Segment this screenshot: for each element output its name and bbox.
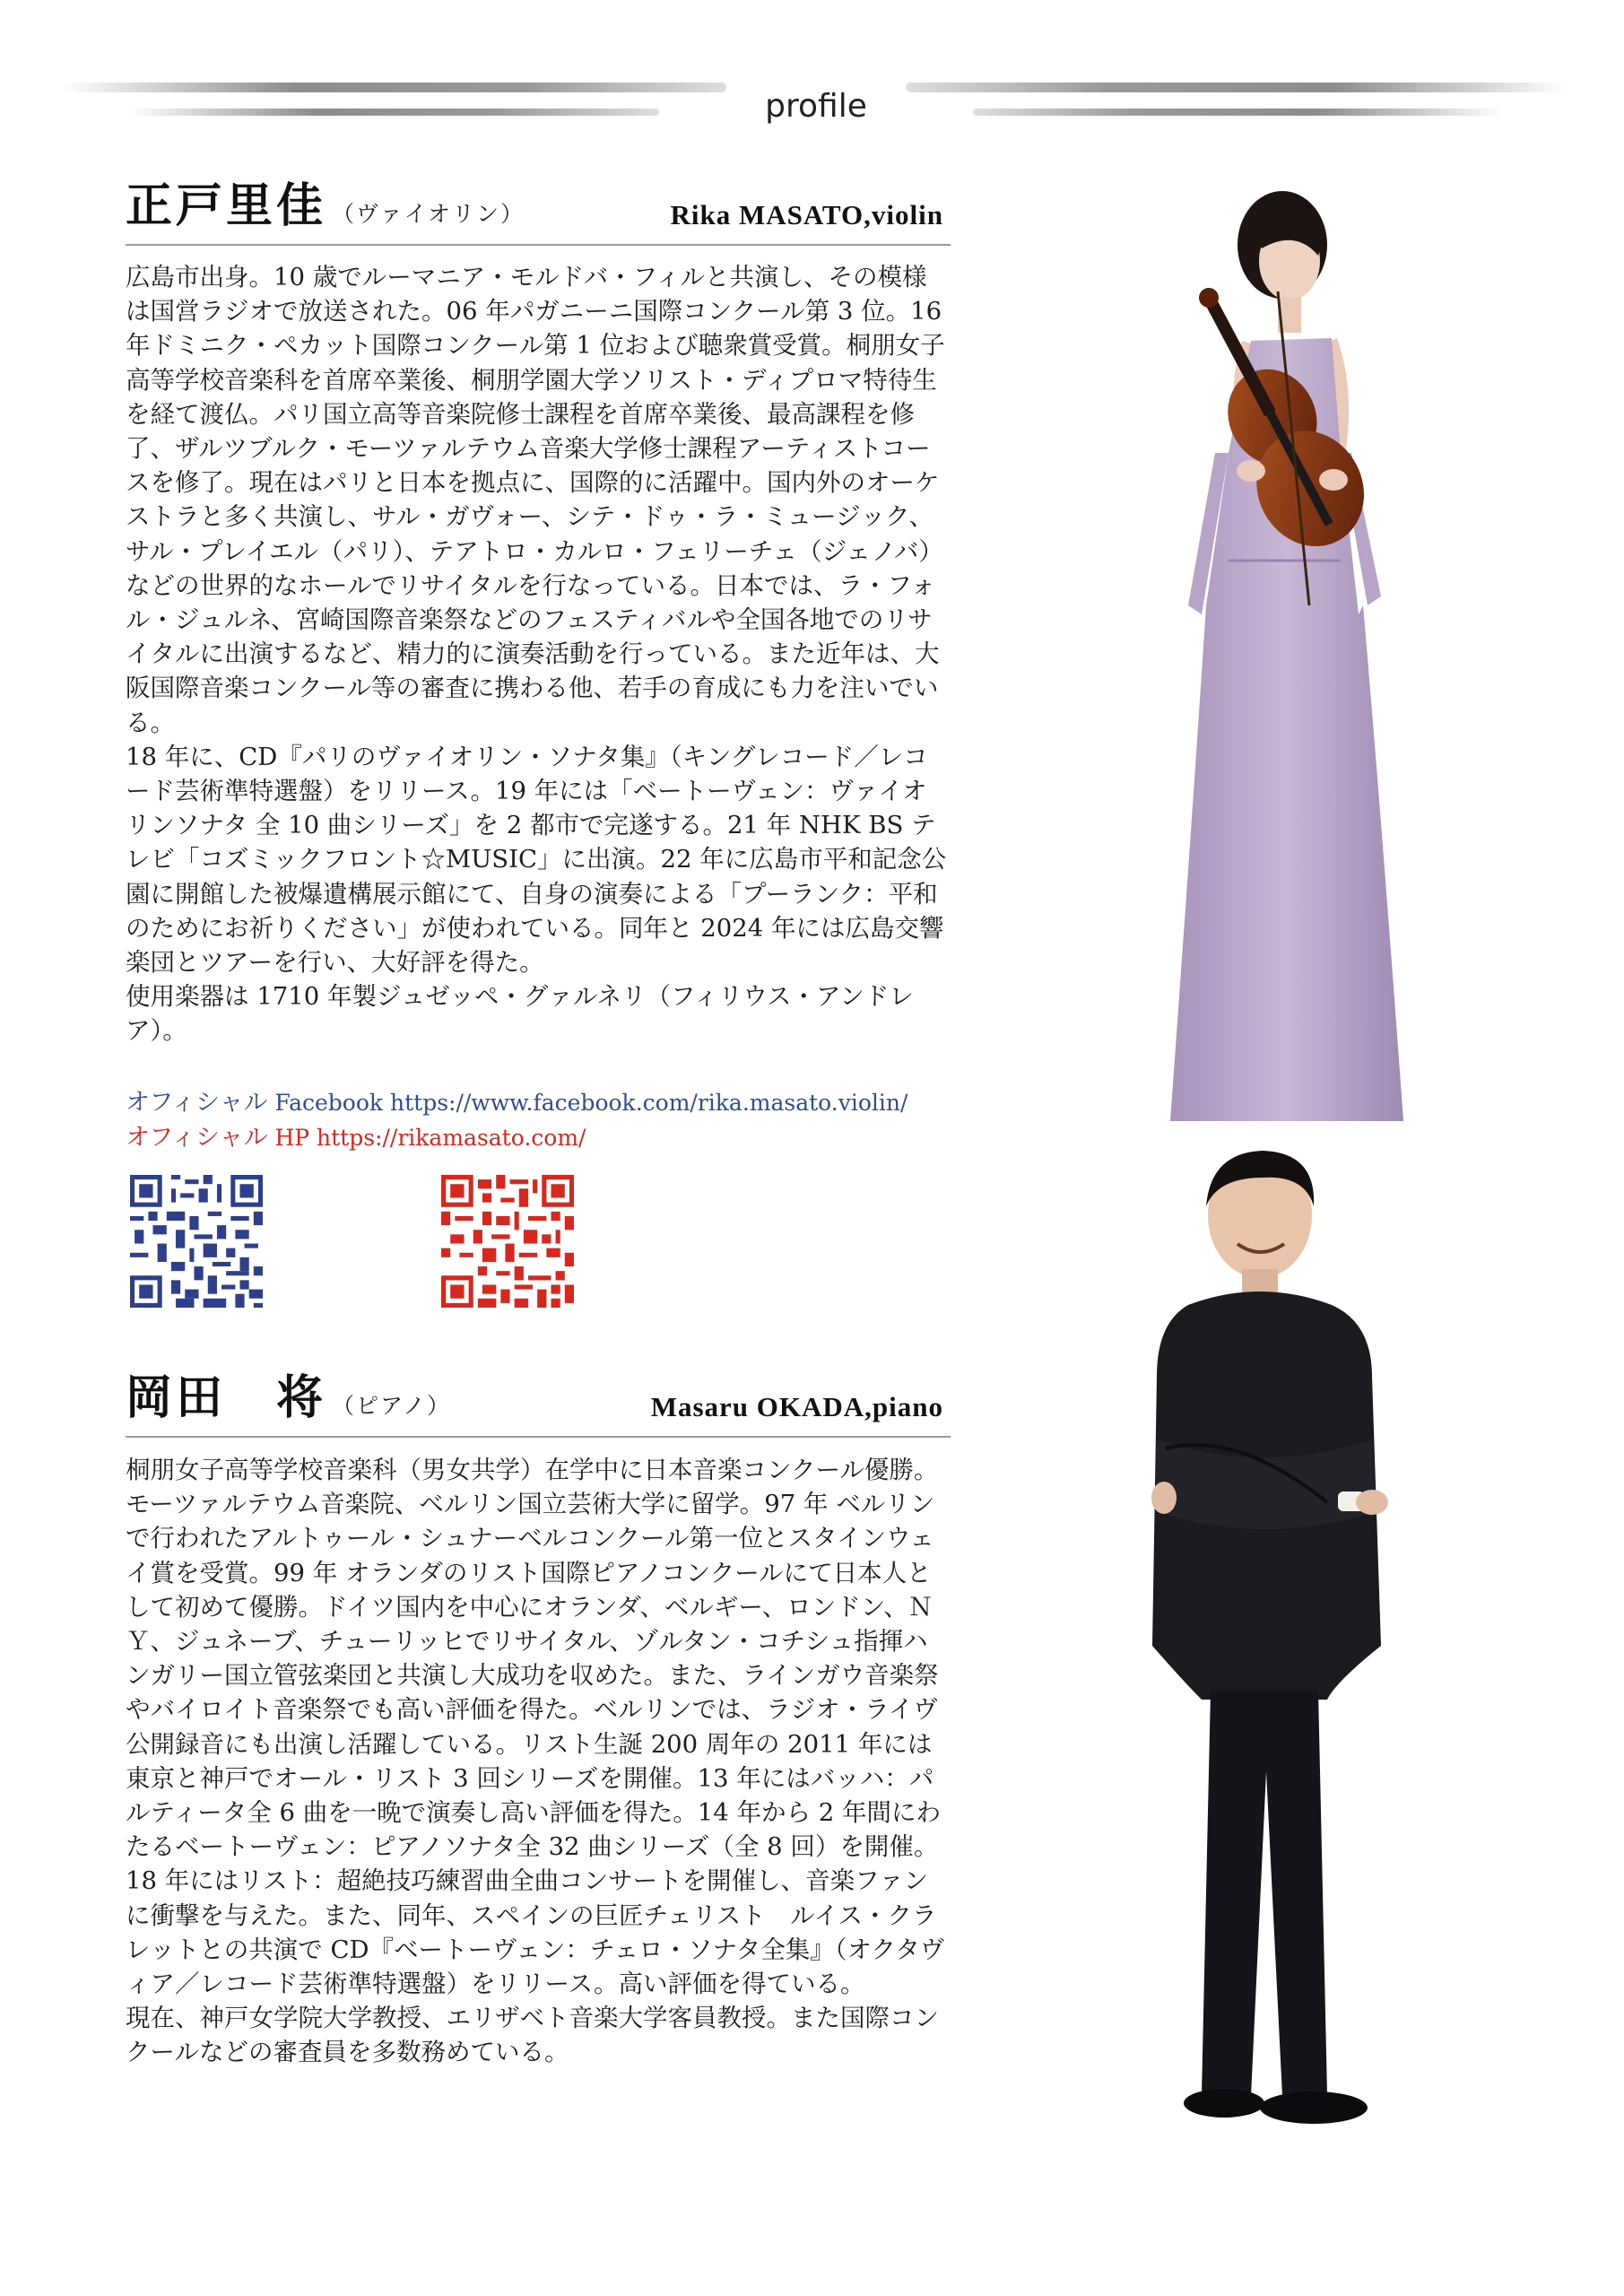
- header-rule-left-top: [63, 83, 726, 92]
- header-rule-left-bottom: [130, 109, 659, 116]
- artist-header-violin: [126, 163, 951, 246]
- header-rule-right-bottom: [973, 109, 1502, 116]
- artist-bio-piano: [126, 1453, 949, 2070]
- link-url[interactable]: https://rikamasato.com/: [317, 1125, 586, 1151]
- pianist-photo: [1103, 1144, 1489, 2144]
- facebook-link[interactable]: [126, 1083, 908, 1118]
- artist-bio-violin: [126, 260, 949, 1048]
- header-rule-right-top: [906, 83, 1565, 92]
- bio-paragraph: 桐朋女子高等学校音楽科（男女共学）在学中に日本音楽コンクール優勝。モーツァルテウム音楽院、ベルリン国立芸術大学に留学。97 年 ベルリンで行われたアルトゥール・シュナーベルコンクール第一位とスタインウェイ賞を受賞。99 年 オランダのリスト国際ピアノコンクールにて日本人として初めて優勝。ドイツ国内を中心にオランダ、ベルギー、ロンドン、ＮＹ、ジュネーブ、チューリッヒでリサイタル、ゾルタン・コチシュ指揮ハンガリー国立管弦楽団と共演し大成功を収めた。また、ラインガウ音楽祭やバイロイト音楽祭でも高い評価を得た。ベルリンでは、ラジオ・ライヴ公開録音にも出演し活躍している。リスト生誕 200 周年の 2011 年には東京と神戸でオール・リスト 3 回シリーズを開催。13 年にはバッハ：パルティータ全 6 曲を一晩で演奏し高い評価を得た。14 年から 2 年間にわたるベートーヴェン：ピアノソナタ全 32 曲シリーズ（全 8 回）を開催。18 年にはリスト：超絶技巧練習曲全曲コンサートを開催し、音楽ファンに衝撃を与えた。また、同年、スペインの巨匠チェリスト ルイス・クラレットとの共演で CD『ベートーヴェン：チェロ・ソナタ全集』（オクタヴィア／レコード芸術準特選盤）をリリース。高い評価を得ている。: [126, 1456, 945, 1999]
- page-title: profile: [765, 88, 867, 125]
- link-label: オフィシャル: [126, 1124, 268, 1152]
- header-underline: [126, 244, 951, 246]
- artist-header-piano: [126, 1355, 951, 1438]
- homepage-qr-code-icon[interactable]: [441, 1175, 574, 1308]
- link-service: HP: [274, 1125, 310, 1151]
- link-url[interactable]: https://www.facebook.com/rika.masato.violin/: [390, 1090, 908, 1116]
- link-service: Facebook: [274, 1090, 384, 1116]
- link-label: オフィシャル: [126, 1089, 268, 1117]
- header-underline: [126, 1436, 951, 1438]
- instrument-jp: （ヴァイオリン）: [332, 201, 525, 227]
- bio-paragraph: 18 年に、CD『パリのヴァイオリン・ソナタ集』（キングレコード／レコード芸術準特選盤）をリリース。19 年には「ベートーヴェン：ヴァイオリンソナタ 全 10 曲シリーズ」を 2 都市で完遂する。21 年 NHK BS テレビ「コズミックフロント☆MUSIC」に出演。22 年に広島市平和記念公園に開館した被爆遺構展示館にて、自身の演奏による「プーランク：平和のためにお祈りください」が使われている。同年と 2024 年には広島交響楽団とツアーを行い、大好評を得た。: [126, 742, 947, 978]
- bio-paragraph: 現在、神戸女学院大学教授、エリザベト音楽大学客員教授。また国際コンクールなどの審査員を多数務めている。: [126, 2004, 939, 2067]
- bio-paragraph: 使用楽器は 1710 年製ジュゼッペ・グァルネリ（フィリウス・アンドレア）。: [126, 982, 914, 1046]
- artist-name-en: Masaru OKADA,piano: [650, 1391, 943, 1422]
- facebook-qr-code-icon[interactable]: [130, 1175, 263, 1308]
- bio-paragraph: 広島市出身。10 歳でルーマニア・モルドバ・フィルと共演し、その模様は国営ラジオで放送された。06 年パガニーニ国際コンクール第 3 位。16 年ドミニク・ペカット国際コンクール第 1 位および聴衆賞受賞。桐朋女子高等学校音楽科を首席卒業後、桐朋学園大学ソリスト・ディプロマ特待生を経て渡仏。パリ国立高等音楽院修士課程を首席卒業後、最高課程を修了、ザルツブルク・モーツァルテウム音楽大学修士課程アーティストコースを修了。現在はパリと日本を拠点に、国際的に活躍中。国内外のオーケストラと多く共演し、サル・ガヴォー、シテ・ドゥ・ラ・ミュージック、サル・プレイエル（パリ）、テアトロ・カルロ・フェリーチェ（ジェノバ）などの世界的なホールでリサイタルを行なっている。日本では、ラ・フォル・ジュルネ、宮崎国際音楽祭などのフェスティバルや全国各地でのリサイタルに出演するなど、精力的に演奏活動を行っている。また近年は、大阪国際音楽コンクール等の審査に携わる他、若手の育成にも力を注いでいる。: [126, 263, 945, 737]
- artist-name-jp: 正戸里佳 （ヴァイオリン）: [126, 178, 525, 233]
- artist-name-jp: 岡田 将 （ピアノ）: [126, 1370, 452, 1425]
- homepage-link[interactable]: [126, 1118, 586, 1152]
- violinist-photo: [1072, 184, 1484, 1135]
- artist-name-en: Rika MASATO,violin: [670, 199, 943, 230]
- instrument-jp: （ピアノ）: [332, 1393, 452, 1419]
